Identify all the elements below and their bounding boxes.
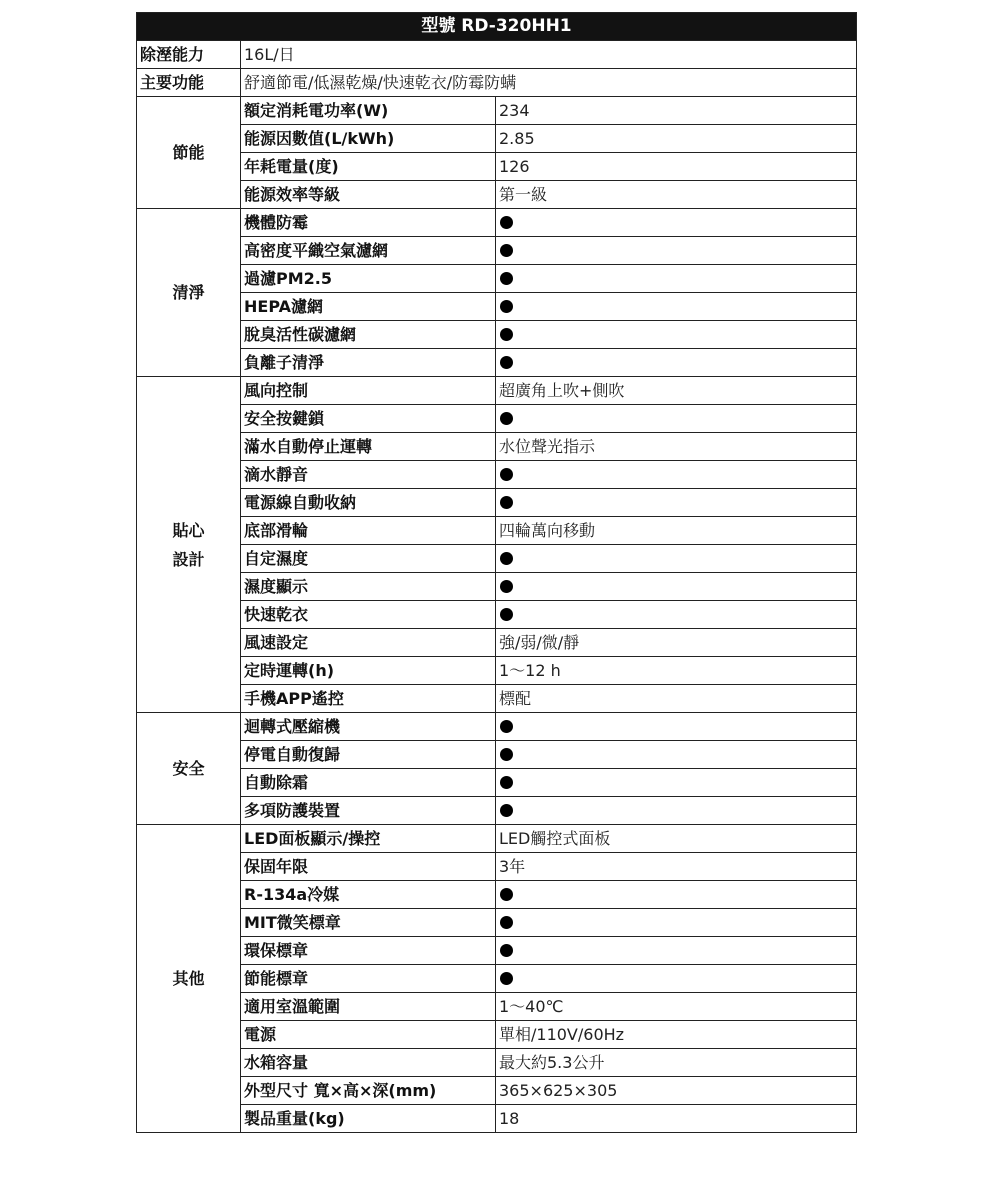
- feature-label: 快速乾衣: [241, 601, 496, 629]
- feature-value: 四輪萬向移動: [496, 517, 857, 545]
- feature-label: 環保標章: [241, 937, 496, 965]
- feature-value: [496, 573, 857, 601]
- spec-row: [137, 657, 857, 685]
- feature-value: [496, 209, 857, 237]
- feature-value: [496, 881, 857, 909]
- feature-label: 外型尺寸 寬×高×深(mm): [241, 1077, 496, 1105]
- bullet-dot-icon: [500, 216, 513, 229]
- feature-value: [496, 293, 857, 321]
- spec-row: [137, 461, 857, 489]
- bullet-dot-icon: [500, 944, 513, 957]
- spec-row: [137, 517, 857, 545]
- spec-row: [137, 125, 857, 153]
- feature-value: 強/弱/微/靜: [496, 629, 857, 657]
- feature-label: LED面板顯示/操控: [241, 825, 496, 853]
- feature-label: 能源因數值(L/kWh): [241, 125, 496, 153]
- spec-category-label: 除溼能力: [137, 41, 241, 69]
- spec-row: [137, 181, 857, 209]
- feature-value: [496, 349, 857, 377]
- bullet-dot-icon: [500, 272, 513, 285]
- feature-value: 單相/110V/60Hz: [496, 1021, 857, 1049]
- spec-row: [137, 797, 857, 825]
- feature-value: [496, 489, 857, 517]
- title-row: [137, 13, 857, 41]
- spec-row: [137, 1021, 857, 1049]
- spec-category-label: 主要功能: [137, 69, 241, 97]
- feature-label: 額定消耗電功率(W): [241, 97, 496, 125]
- feature-label: 負離子清淨: [241, 349, 496, 377]
- feature-value: 最大約5.3公升: [496, 1049, 857, 1077]
- feature-value: [496, 797, 857, 825]
- spec-table: [136, 12, 857, 1133]
- feature-value: 234: [496, 97, 857, 125]
- spec-row: [137, 349, 857, 377]
- group-label: 貼心 設計: [137, 377, 241, 713]
- feature-label: 濕度顯示: [241, 573, 496, 601]
- feature-value: [496, 461, 857, 489]
- bullet-dot-icon: [500, 776, 513, 789]
- feature-value: [496, 965, 857, 993]
- spec-row: [137, 433, 857, 461]
- spec-row: [137, 629, 857, 657]
- feature-label: 節能標章: [241, 965, 496, 993]
- feature-label: 定時運轉(h): [241, 657, 496, 685]
- feature-label: MIT微笑標章: [241, 909, 496, 937]
- spec-row: [137, 69, 857, 97]
- feature-label: 能源效率等級: [241, 181, 496, 209]
- spec-row: [137, 1049, 857, 1077]
- spec-row: [137, 377, 857, 405]
- feature-value: [496, 713, 857, 741]
- feature-label: 手機APP遙控: [241, 685, 496, 713]
- group-label: 其他: [137, 825, 241, 1133]
- spec-row: [137, 937, 857, 965]
- feature-value: [496, 405, 857, 433]
- feature-label: 自動除霜: [241, 769, 496, 797]
- spec-row: [137, 97, 857, 125]
- bullet-dot-icon: [500, 356, 513, 369]
- group-label: 清淨: [137, 209, 241, 377]
- spec-row: [137, 153, 857, 181]
- bullet-dot-icon: [500, 328, 513, 341]
- feature-value: 水位聲光指示: [496, 433, 857, 461]
- spec-row: [137, 853, 857, 881]
- feature-value: [496, 237, 857, 265]
- spec-row: [137, 909, 857, 937]
- spec-row: [137, 825, 857, 853]
- feature-label: 脫臭活性碳濾網: [241, 321, 496, 349]
- bullet-dot-icon: [500, 888, 513, 901]
- spec-row: [137, 713, 857, 741]
- bullet-dot-icon: [500, 748, 513, 761]
- feature-label: 機體防霉: [241, 209, 496, 237]
- feature-value: [496, 741, 857, 769]
- feature-value: 18: [496, 1105, 857, 1133]
- feature-value: 2.85: [496, 125, 857, 153]
- feature-label: 保固年限: [241, 853, 496, 881]
- spec-row: [137, 237, 857, 265]
- bullet-dot-icon: [500, 720, 513, 733]
- feature-value: [496, 601, 857, 629]
- feature-label: 風速設定: [241, 629, 496, 657]
- spec-row: [137, 1105, 857, 1133]
- feature-label: 滿水自動停止運轉: [241, 433, 496, 461]
- spec-row: [137, 685, 857, 713]
- spec-category-value: 16L/日: [241, 41, 857, 69]
- spec-row: [137, 741, 857, 769]
- feature-label: 製品重量(kg): [241, 1105, 496, 1133]
- bullet-dot-icon: [500, 244, 513, 257]
- bullet-dot-icon: [500, 468, 513, 481]
- spec-row: [137, 1077, 857, 1105]
- feature-value: 第一級: [496, 181, 857, 209]
- bullet-dot-icon: [500, 916, 513, 929]
- bullet-dot-icon: [500, 300, 513, 313]
- bullet-dot-icon: [500, 496, 513, 509]
- feature-label: 滴水靜音: [241, 461, 496, 489]
- feature-label: 安全按鍵鎖: [241, 405, 496, 433]
- feature-label: 停電自動復歸: [241, 741, 496, 769]
- bullet-dot-icon: [500, 412, 513, 425]
- feature-value: [496, 265, 857, 293]
- feature-value: [496, 909, 857, 937]
- spec-row: [137, 573, 857, 601]
- spec-row: [137, 881, 857, 909]
- bullet-dot-icon: [500, 580, 513, 593]
- feature-label: 底部滑輪: [241, 517, 496, 545]
- feature-value: 126: [496, 153, 857, 181]
- feature-label: 多項防護裝置: [241, 797, 496, 825]
- spec-row: [137, 769, 857, 797]
- model-title: 型號 RD-320HH1: [137, 13, 857, 41]
- group-label: 節能: [137, 97, 241, 209]
- feature-label: 電源: [241, 1021, 496, 1049]
- spec-row: [137, 601, 857, 629]
- feature-value: 3年: [496, 853, 857, 881]
- feature-value: [496, 937, 857, 965]
- feature-label: 高密度平織空氣濾網: [241, 237, 496, 265]
- feature-label: 適用室溫範圍: [241, 993, 496, 1021]
- feature-value: 365×625×305: [496, 1077, 857, 1105]
- feature-label: 自定濕度: [241, 545, 496, 573]
- feature-value: 超廣角上吹+側吹: [496, 377, 857, 405]
- spec-row: [137, 993, 857, 1021]
- spec-row: [137, 405, 857, 433]
- spec-row: [137, 545, 857, 573]
- spec-row: [137, 41, 857, 69]
- feature-label: 電源線自動收納: [241, 489, 496, 517]
- group-label: 安全: [137, 713, 241, 825]
- feature-value: 1～12 h: [496, 657, 857, 685]
- bullet-dot-icon: [500, 608, 513, 621]
- spec-row: [137, 265, 857, 293]
- feature-value: 1～40℃: [496, 993, 857, 1021]
- spec-row: [137, 489, 857, 517]
- feature-label: 風向控制: [241, 377, 496, 405]
- bullet-dot-icon: [500, 804, 513, 817]
- spec-row: [137, 209, 857, 237]
- feature-value: [496, 321, 857, 349]
- feature-label: 迴轉式壓縮機: [241, 713, 496, 741]
- bullet-dot-icon: [500, 552, 513, 565]
- feature-label: HEPA濾網: [241, 293, 496, 321]
- feature-value: [496, 545, 857, 573]
- feature-value: LED觸控式面板: [496, 825, 857, 853]
- feature-label: 年耗電量(度): [241, 153, 496, 181]
- feature-label: 水箱容量: [241, 1049, 496, 1077]
- feature-value: [496, 769, 857, 797]
- spec-row: [137, 321, 857, 349]
- feature-label: 過濾PM2.5: [241, 265, 496, 293]
- feature-value: 標配: [496, 685, 857, 713]
- spec-row: [137, 293, 857, 321]
- feature-label: R-134a冷媒: [241, 881, 496, 909]
- spec-row: [137, 965, 857, 993]
- bullet-dot-icon: [500, 972, 513, 985]
- spec-category-value: 舒適節電/低濕乾燥/快速乾衣/防霉防螨: [241, 69, 857, 97]
